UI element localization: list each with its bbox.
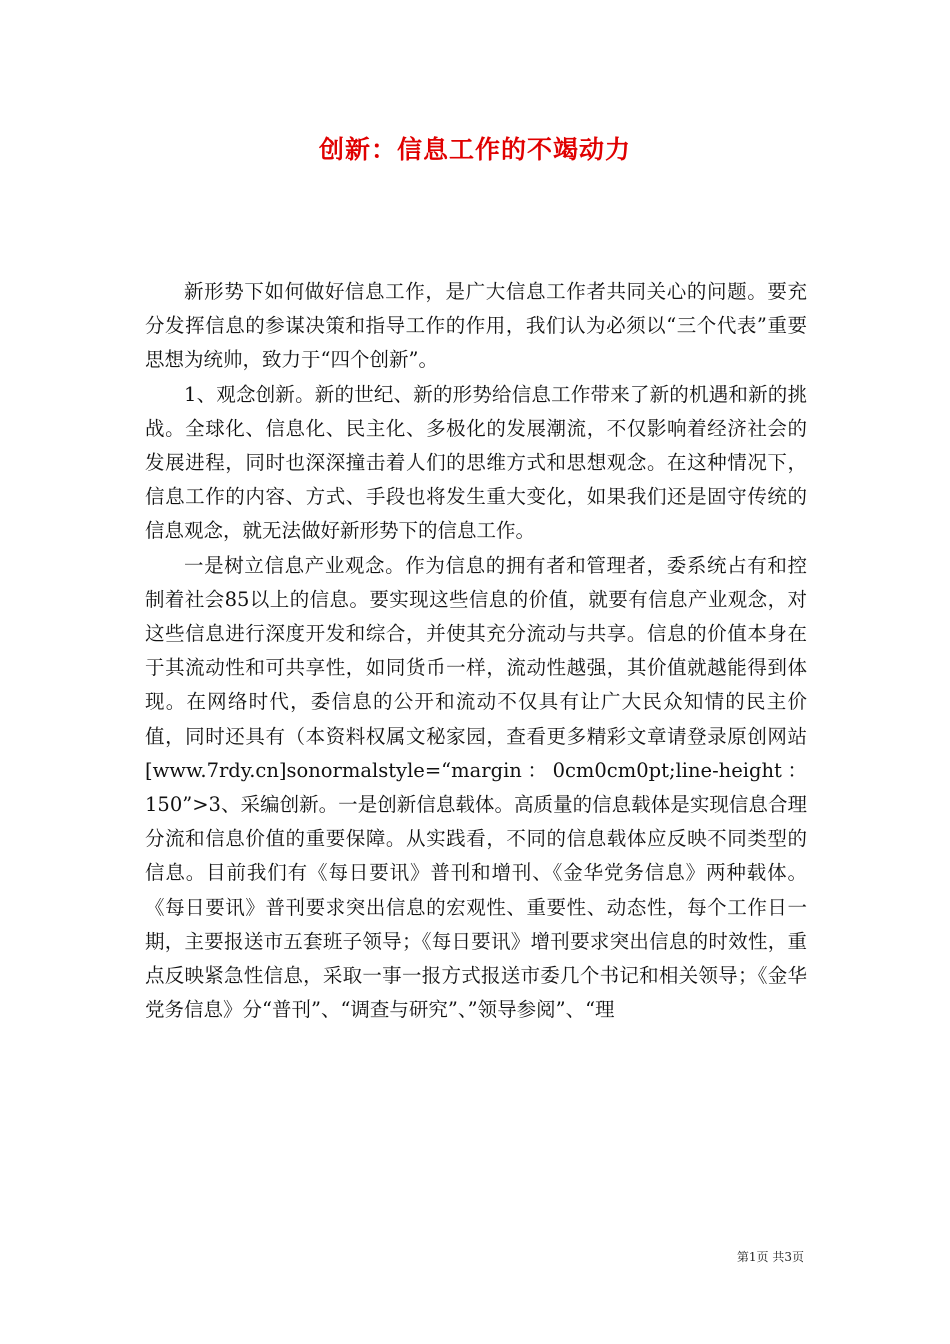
paragraph: 1、观念创新。新的世纪、新的形势给信息工作带来了新的机遇和新的挑战。全球化、信息化、民主化、多极化的发展潮流，不仅影响着经济社会的发展进程，同时也深深撞击着人们的思维方式和思想观念。在这种情况下，信息工作的内容、方式、手段也将发生重大变化，如果我们还是固守传统的信息观念，就无法做好新形势下的信息工作。 xyxy=(145,382,807,543)
document-body xyxy=(145,275,807,1027)
paragraph: 新形势下如何做好信息工作，是广大信息工作者共同关心的问题。要充分发挥信息的参谋决策和指导工作的作用，我们认为必须以“三个代表”重要思想为统帅，致力于“四个创新”。 xyxy=(145,280,807,372)
paragraph: 一是树立信息产业观念。作为信息的拥有者和管理者，委系统占有和控制着社会85以上的信息。要实现这些信息的价值，就要有信息产业观念，对这些信息进行深度开发和综合，并使其充分流动与共享。信息的价值本身在于其流动性和可共享性，如同货币一样，流动性越强，其价值就越能得到体现。在网络时代，委信息的公开和流动不仅具有让广大民众知情的民主价值，同时还具有（本资料权属文秘家园，查看更多精彩文章请登录原创网站[www.7rdy.cn]sonormalstyle=“margin：0cm0cm0pt;line-height：150”>3、采编创新。一是创新信息载体。高质量的信息载体是实现信息合理分流和信息价值的重要保障。从实践看，不同的信息载体应反映不同类型的信息。目前我们有《每日要讯》普刊和增刊、《金华党务信息》两种载体。《每日要讯》普刊要求突出信息的宏观性、重要性、动态性，每个工作日一期，主要报送市五套班子领导；《每日要讯》增刊要求突出信息的时效性，重点反映紧急性信息，采取一事一报方式报送市委几个书记和相关领导；《金华党务信息》分“普刊”、“调查与研究”、”领导参阅”、“理 xyxy=(145,553,807,1022)
document-title: 创新：信息工作的不竭动力 xyxy=(318,135,631,164)
page-number: 第1页 共3页 xyxy=(736,1250,804,1264)
